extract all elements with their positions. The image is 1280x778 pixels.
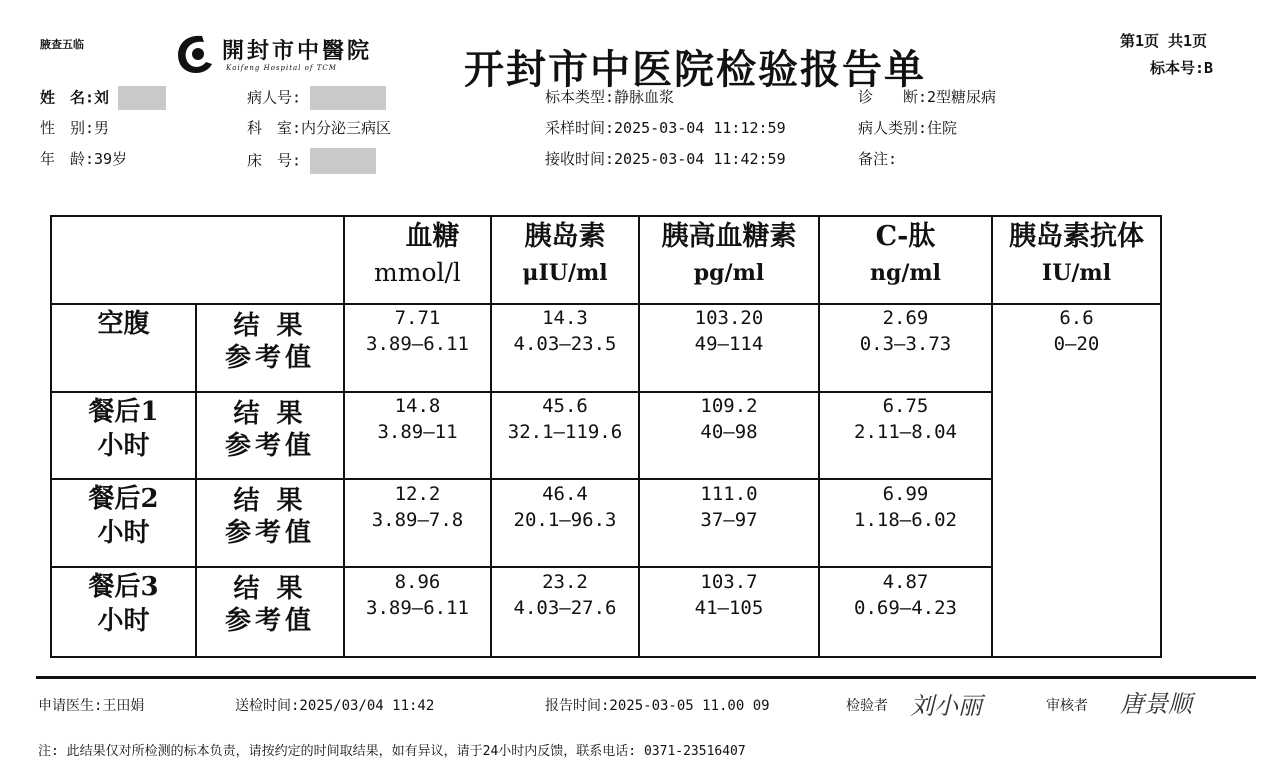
reference-range: 4.03—23.5 xyxy=(513,333,617,355)
patient-number-label: 病人号: xyxy=(247,88,302,107)
row-label-line1: 空腹 xyxy=(97,309,150,339)
header-c-peptide-unit: ng/ml xyxy=(869,260,942,286)
send-time: 送检时间:2025/03/04 11:42 xyxy=(235,698,435,714)
cell-glucagon xyxy=(640,569,818,621)
cell-glucagon xyxy=(640,305,818,357)
patient-type: 病人类别:住院 xyxy=(858,119,958,137)
reference-range: 0.69—4.23 xyxy=(854,597,957,619)
table-border-right xyxy=(1160,215,1162,658)
header-glucose xyxy=(345,219,490,291)
header-c-peptide xyxy=(820,219,991,291)
cell-glucose xyxy=(345,481,490,533)
remark: 备注: xyxy=(858,150,898,168)
cell-c-peptide xyxy=(820,569,991,621)
result-label: 结 果 xyxy=(233,574,307,604)
table-border-top xyxy=(50,215,1162,217)
header-c-peptide-name: C-肽 xyxy=(875,221,936,252)
reference-range: 0.3—3.73 xyxy=(859,333,952,355)
result-value: 111.0 xyxy=(700,483,758,505)
row-sublabels xyxy=(197,485,343,549)
cell-c-peptide xyxy=(820,481,991,533)
bed-number-label: 床 号: xyxy=(247,151,302,170)
collect-time: 采样时间:2025-03-04 11:12:59 xyxy=(545,119,786,137)
row-label-line1: 餐后1 xyxy=(88,397,159,427)
table-border-bottom xyxy=(50,656,1162,658)
header-insulin-unit: μIU/ml xyxy=(522,260,608,286)
cell-insulin xyxy=(492,569,638,621)
report-title: 开封市中医院检验报告单 xyxy=(464,47,926,93)
receive-time: 接收时间:2025-03-04 11:42:59 xyxy=(545,150,786,168)
hospital-logo xyxy=(172,30,218,82)
result-value: 6.6 xyxy=(1059,307,1094,329)
row-label-line1: 餐后2 xyxy=(88,484,159,514)
header-insulin-antibody xyxy=(993,219,1160,291)
result-value: 14.3 xyxy=(542,307,588,329)
reference-label: 参考值 xyxy=(224,431,315,461)
reviewer-signature: 唐景顺 xyxy=(1120,690,1192,718)
cell-insulin-antibody xyxy=(993,305,1160,357)
result-label: 结 果 xyxy=(233,311,307,341)
result-label: 结 果 xyxy=(233,399,307,429)
header-glucagon-unit: pg/ml xyxy=(693,260,765,286)
header-glucagon-name: 胰高血糖素 xyxy=(661,221,797,252)
result-value: 12.2 xyxy=(394,483,441,505)
cell-glucagon xyxy=(640,393,818,445)
row-label-line2: 小时 xyxy=(97,606,150,636)
reference-label: 参考值 xyxy=(224,606,315,636)
result-value: 6.75 xyxy=(882,395,929,417)
cell-insulin xyxy=(492,481,638,533)
row-divider xyxy=(50,478,993,480)
disclaimer-note: 注: 此结果仅对所检测的标本负责，请按约定的时间取结果，如有异议，请于24小时内反馈，联系电话: 0371-23516407 xyxy=(38,744,746,759)
requesting-doctor: 申请医生:王田娟 xyxy=(38,698,145,714)
reference-range: 40—98 xyxy=(700,421,758,443)
result-value: 2.69 xyxy=(882,307,929,329)
header-glucagon xyxy=(640,219,818,291)
department: 科 室:内分泌三病区 xyxy=(247,119,392,137)
result-value: 23.2 xyxy=(542,571,588,593)
result-value: 103.7 xyxy=(700,571,758,593)
header-glucose-unit: mmol/l xyxy=(374,258,461,287)
tester-signature: 刘小丽 xyxy=(910,692,982,720)
result-value: 8.96 xyxy=(394,571,441,593)
row-label-line2: 小时 xyxy=(97,518,150,548)
reference-range: 4.03—27.6 xyxy=(513,597,617,619)
specimen-type: 标本类型:静脉血浆 xyxy=(545,88,675,106)
reference-range: 2.11—8.04 xyxy=(854,421,957,443)
reference-label: 参考值 xyxy=(224,518,315,548)
reference-range: 37—97 xyxy=(700,509,758,531)
hospital-name-en: Kaifeng Hospital of TCM xyxy=(226,64,337,72)
header-insulin-antibody-unit: IU/ml xyxy=(1041,260,1112,286)
patient-name xyxy=(40,86,166,110)
sample-number: 标本号:B xyxy=(1150,59,1214,77)
patient-name-label: 姓 名:刘 xyxy=(40,88,110,107)
row-label-line1: 餐后3 xyxy=(88,572,159,602)
cell-glucagon xyxy=(640,481,818,533)
row-sublabels xyxy=(197,310,343,374)
reference-range: 0—20 xyxy=(1053,333,1100,355)
redacted-name xyxy=(118,86,166,110)
cell-insulin xyxy=(492,305,638,357)
reference-range: 3.89—7.8 xyxy=(371,509,464,531)
tester-label: 检验者 xyxy=(846,698,888,714)
reference-range: 49—114 xyxy=(694,333,764,355)
hospital-logo-icon xyxy=(172,30,218,78)
reviewer-label: 审核者 xyxy=(1046,698,1088,714)
result-value: 6.99 xyxy=(882,483,929,505)
cell-glucose xyxy=(345,393,490,445)
reference-range: 41—105 xyxy=(694,597,764,619)
reference-range: 1.18—6.02 xyxy=(854,509,957,531)
patient-sex: 性 别:男 xyxy=(40,119,110,137)
result-value: 46.4 xyxy=(542,483,588,505)
bed-number xyxy=(247,148,376,174)
hospital-name: 開封市中醫院 xyxy=(222,38,373,64)
reference-label: 参考值 xyxy=(224,343,315,373)
header-insulin xyxy=(492,219,638,291)
row-sublabels xyxy=(197,398,343,462)
result-value: 7.71 xyxy=(394,307,441,329)
row-label-fasting xyxy=(52,307,195,341)
cell-c-peptide xyxy=(820,393,991,445)
report-time: 报告时间:2025-03-05 11.00 09 xyxy=(545,698,770,714)
patient-age: 年 龄:39岁 xyxy=(40,150,128,168)
result-value: 45.6 xyxy=(542,395,588,417)
row-label-line2: 小时 xyxy=(97,431,150,461)
row-label-2h xyxy=(52,482,195,550)
row-label-1h xyxy=(52,395,195,463)
reference-range: 32.1—119.6 xyxy=(507,421,623,443)
row-label-3h xyxy=(52,570,195,638)
cell-glucose xyxy=(345,305,490,357)
cell-c-peptide xyxy=(820,305,991,357)
cell-glucose xyxy=(345,569,490,621)
result-value: 4.87 xyxy=(882,571,929,593)
footer-divider xyxy=(36,676,1256,679)
patient-number xyxy=(247,86,386,110)
corner-code: 腋查五临 xyxy=(40,38,84,51)
result-label: 结 果 xyxy=(233,486,307,516)
reference-range: 3.89—6.11 xyxy=(366,597,469,619)
redacted-patient-number xyxy=(310,86,386,110)
row-divider xyxy=(50,566,993,568)
header-insulin-name: 胰岛素 xyxy=(524,221,606,252)
diagnosis: 诊 断:2型糖尿病 xyxy=(858,88,997,106)
header-glucose-name: 血糖 xyxy=(405,221,460,252)
result-value: 109.2 xyxy=(700,395,758,417)
row-sublabels xyxy=(197,573,343,637)
reference-range: 3.89—6.11 xyxy=(366,333,469,355)
header-insulin-antibody-name: 胰岛素抗体 xyxy=(1009,221,1144,252)
redacted-bed-number xyxy=(310,148,376,174)
cell-insulin xyxy=(492,393,638,445)
reference-range: 20.1—96.3 xyxy=(513,509,617,531)
page-info: 第1页 共1页 xyxy=(1120,32,1208,50)
result-value: 103.20 xyxy=(694,307,764,329)
result-value: 14.8 xyxy=(394,395,441,417)
results-table xyxy=(50,215,1162,658)
reference-range: 3.89—11 xyxy=(377,421,458,443)
